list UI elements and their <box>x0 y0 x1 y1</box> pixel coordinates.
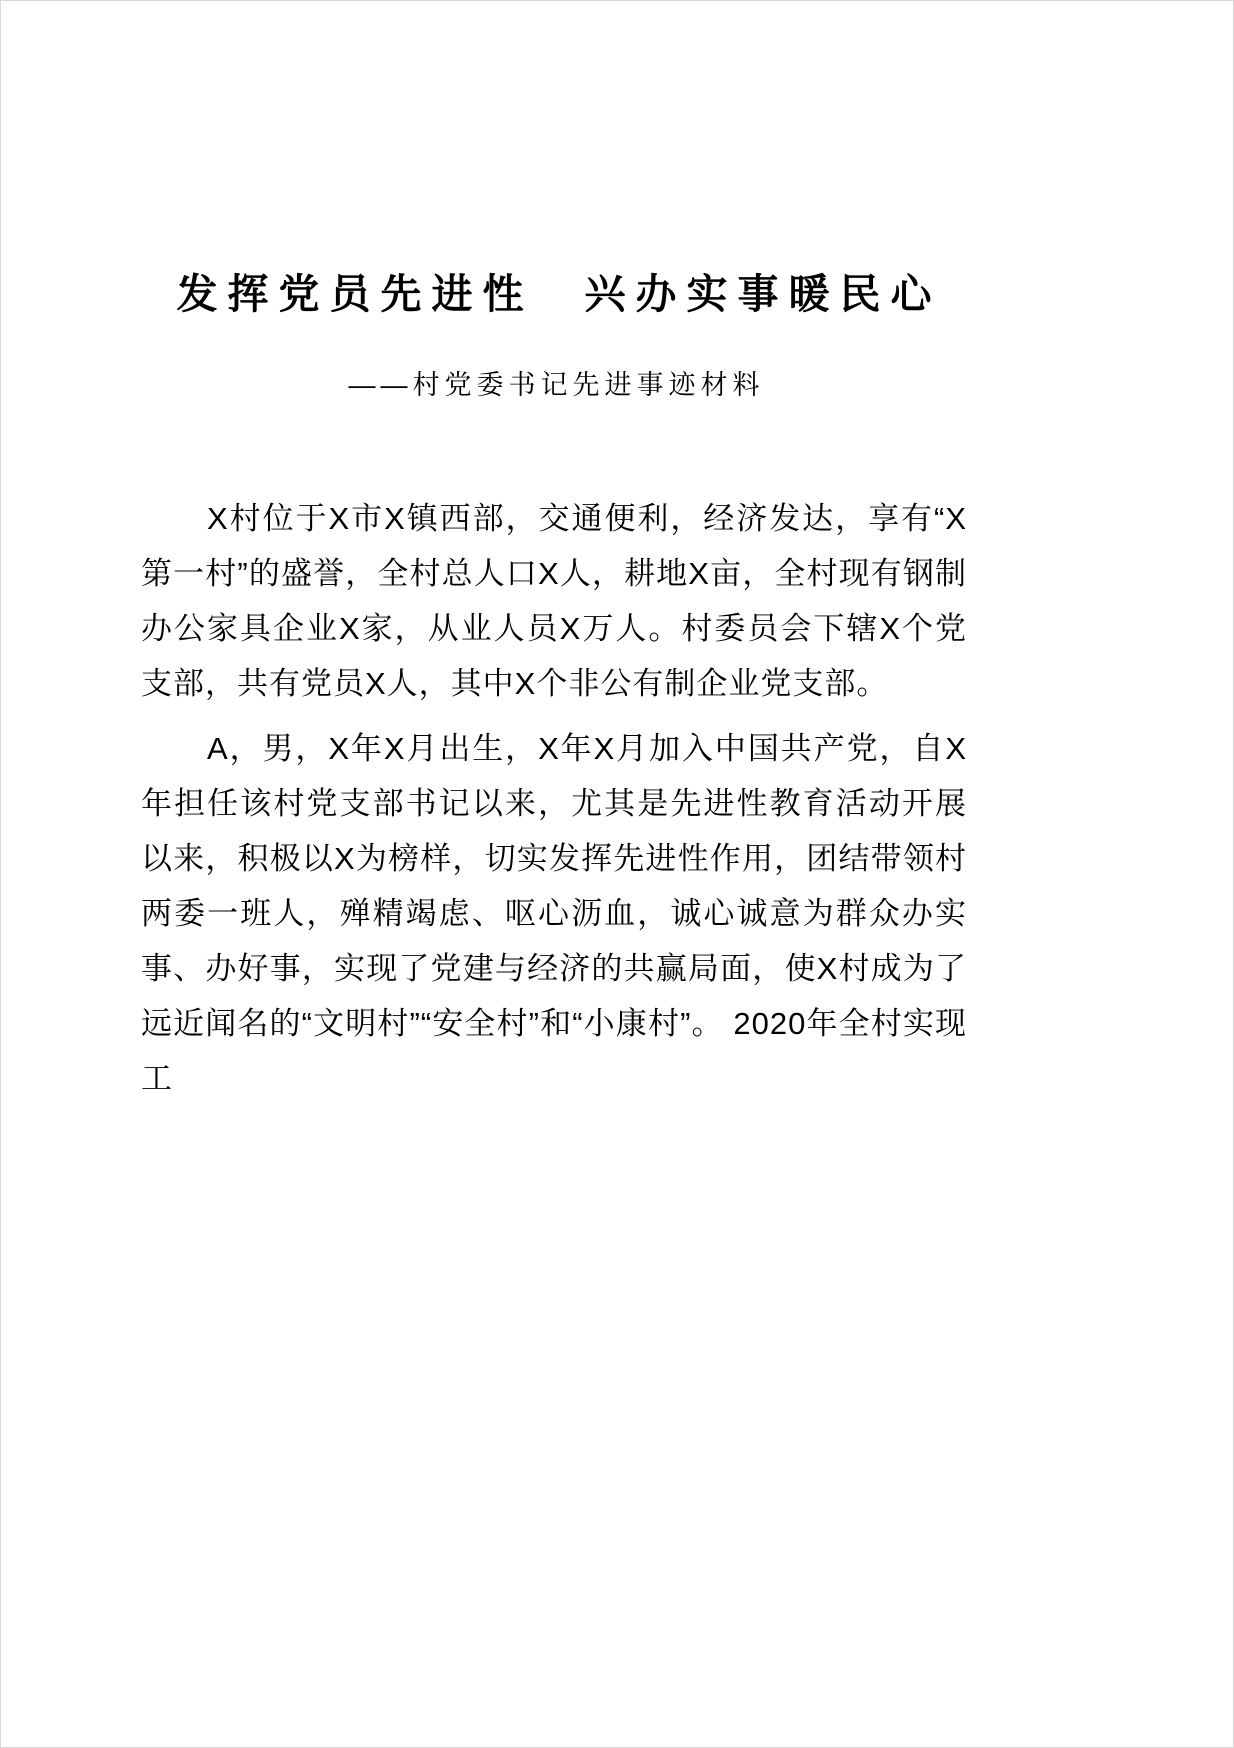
page-title: 发挥党员先进性 兴办实事暖民心 <box>176 271 942 317</box>
document-content <box>141 1 967 1106</box>
paragraph-2: A，男，X年X月出生，X年X月加入中国共产党，自X年担任该村党支部书记以来，尤其是先进性教育活动开展以来，积极以X为榜样，切实发挥先进性作用，团结带领村两委一班人，殚精竭虑、呕心沥血，诚心诚意为群众办实事、办好事，实现了党建与经济的共赢局面，使X村成为了远近闻名的“文明村”“安全村”和“小康村”。 2020年全村实现工 <box>141 731 967 1096</box>
paragraph-1: X村位于X市X镇西部，交通便利，经济发达，享有“X第一村”的盛誉，全村总人口X人，耕地X亩，全村现有钢制办公家具企业X家，从业人员X万人。村委员会下辖X个党支部，共有党员X人，其中X个非公有制企业党支部。 <box>141 501 967 701</box>
document-subtitle: ——村党委书记先进事迹材料 <box>348 370 765 400</box>
body-text <box>141 407 967 1106</box>
